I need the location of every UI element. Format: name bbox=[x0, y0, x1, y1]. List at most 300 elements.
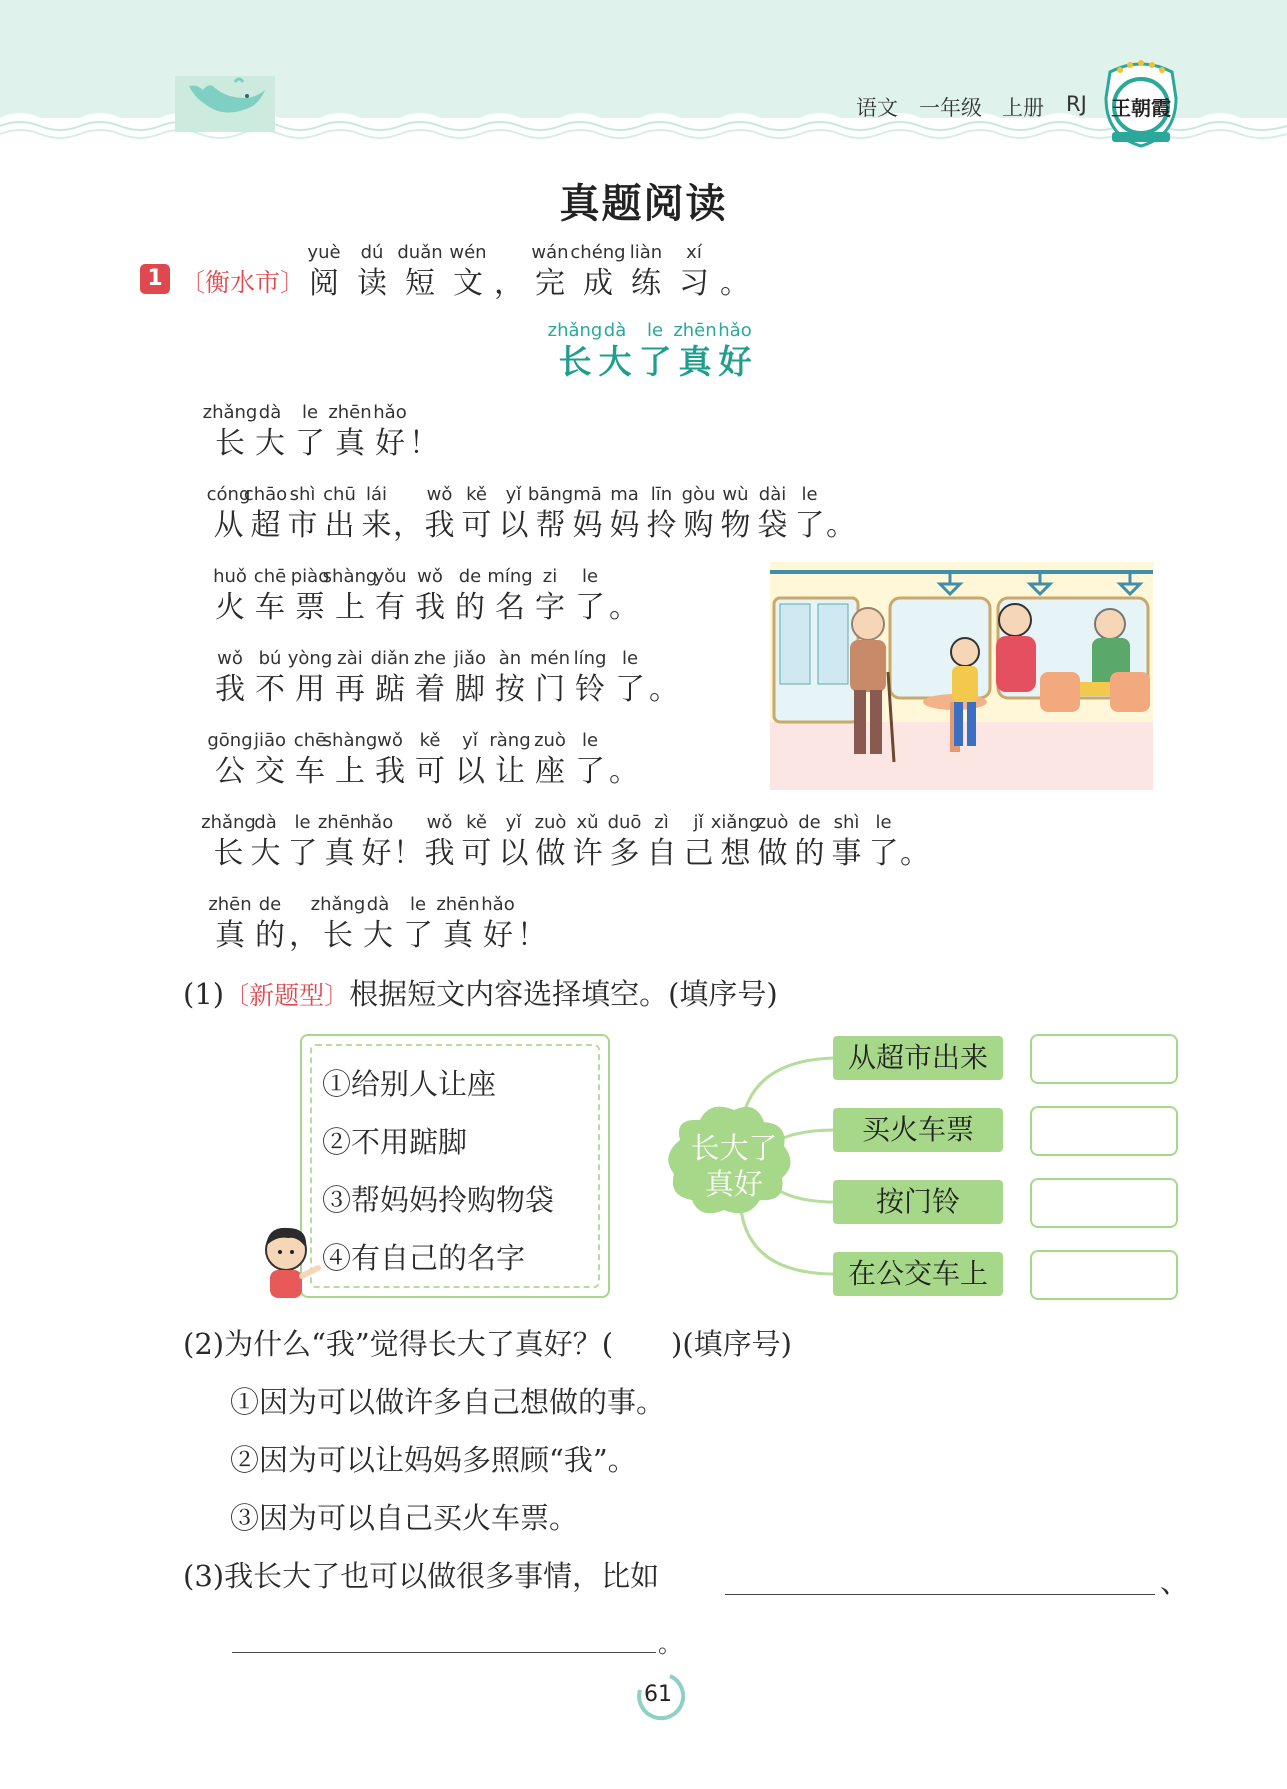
pinyin: liàn bbox=[629, 242, 663, 263]
ruby-cell bbox=[643, 484, 680, 546]
hanzi: 了 bbox=[403, 918, 433, 953]
ruby-cell bbox=[754, 812, 791, 874]
ruby-cell bbox=[527, 484, 574, 546]
hanzi: 有 bbox=[375, 590, 405, 625]
sub-question-3: (3)我长大了也可以做很多事情，比如 bbox=[183, 1559, 660, 1593]
hanzi: 。 bbox=[826, 508, 856, 543]
ruby-cell bbox=[450, 648, 490, 710]
hanzi: 。 bbox=[900, 836, 930, 871]
pinyin: le bbox=[581, 730, 599, 751]
whale-icon bbox=[175, 76, 275, 132]
pinyin: zuò bbox=[534, 730, 566, 751]
question-1-source: 〔衡水市〕 bbox=[180, 268, 306, 297]
ruby-cell bbox=[410, 648, 450, 710]
pinyin: diǎn bbox=[370, 648, 410, 669]
hanzi: 好 bbox=[361, 836, 392, 871]
pinyin: zhēn bbox=[328, 402, 372, 423]
pinyin: shàng bbox=[322, 730, 378, 751]
ruby-cell bbox=[410, 730, 450, 792]
hanzi: 超 bbox=[250, 508, 281, 543]
hanzi: 字 bbox=[535, 590, 565, 625]
hanzi: ！ bbox=[393, 836, 423, 871]
pinyin: le bbox=[294, 812, 311, 833]
hanzi: 大 bbox=[255, 426, 285, 461]
pinyin: gōng bbox=[207, 730, 253, 751]
hanzi: 上 bbox=[335, 754, 365, 789]
answer-line-1[interactable] bbox=[725, 1594, 1155, 1595]
answer-box-3[interactable] bbox=[1030, 1178, 1178, 1228]
hanzi: ！ bbox=[409, 426, 439, 461]
new-type-tag: 〔新题型〕 bbox=[224, 981, 350, 1010]
pinyin: xí bbox=[686, 242, 702, 263]
ruby-cell bbox=[438, 894, 478, 956]
hanzi: 出 bbox=[324, 508, 355, 543]
pinyin: gòu bbox=[681, 484, 716, 505]
pinyin: zuò bbox=[534, 812, 567, 833]
hanzi: 以 bbox=[498, 836, 529, 871]
page-number: 61 bbox=[644, 1682, 672, 1707]
pinyin: míng bbox=[487, 566, 533, 587]
hanzi: 以 bbox=[455, 754, 485, 789]
hanzi: 再 bbox=[335, 672, 365, 707]
pinyin: wù bbox=[722, 484, 749, 505]
ruby-cell bbox=[370, 730, 410, 792]
hanzi: 。 bbox=[720, 266, 750, 301]
header-grade: 一年级 bbox=[919, 96, 982, 120]
ruby-cell bbox=[569, 484, 606, 546]
pinyin: jǐ bbox=[693, 812, 704, 833]
option-3: ③帮妈妈拎购物袋 bbox=[322, 1183, 555, 1217]
pinyin: kě bbox=[419, 730, 441, 751]
hanzi: 物 bbox=[720, 508, 751, 543]
answer-box-2[interactable] bbox=[1030, 1106, 1178, 1156]
pinyin: le bbox=[621, 648, 639, 669]
pinyin: le bbox=[801, 484, 818, 505]
hanzi: 了 bbox=[287, 836, 318, 871]
pinyin: wǒ bbox=[426, 484, 453, 505]
pinyin: piào bbox=[290, 566, 330, 587]
pinyin: zhēn bbox=[317, 812, 362, 833]
ruby-cell bbox=[492, 242, 526, 304]
hanzi: 帮 bbox=[535, 508, 566, 543]
hanzi: 好 bbox=[718, 342, 752, 381]
hanzi: 好 bbox=[375, 426, 405, 461]
ruby-cell bbox=[530, 648, 570, 710]
ruby-cell bbox=[570, 242, 626, 304]
pinyin: cóng bbox=[206, 484, 251, 505]
pinyin: chéng bbox=[570, 242, 626, 263]
ruby-cell bbox=[210, 566, 250, 628]
passage-line-1 bbox=[202, 402, 439, 464]
pinyin: mā bbox=[573, 484, 602, 505]
hanzi: 成 bbox=[583, 266, 613, 301]
ruby-cell bbox=[490, 730, 530, 792]
pinyin: kě bbox=[466, 484, 487, 505]
hanzi: 大 bbox=[250, 836, 281, 871]
ruby-cell bbox=[710, 812, 761, 874]
ruby-cell bbox=[635, 320, 675, 382]
pinyin: duō bbox=[607, 812, 642, 833]
hanzi: 可 bbox=[461, 836, 492, 871]
header-volume: 上册 bbox=[1002, 96, 1044, 120]
ruby-cell bbox=[478, 894, 518, 956]
header-edition: RJ bbox=[1066, 92, 1087, 116]
pinyin: zhǎng bbox=[547, 320, 603, 341]
hanzi: 车 bbox=[255, 590, 285, 625]
ruby-cell bbox=[530, 566, 570, 628]
ruby-cell bbox=[828, 812, 865, 874]
hanzi: 。 bbox=[649, 672, 679, 707]
pinyin: xiǎng bbox=[710, 812, 761, 833]
pinyin: líng bbox=[573, 648, 607, 669]
hanzi: 练 bbox=[631, 266, 661, 301]
ruby-cell bbox=[348, 242, 396, 304]
ruby-cell bbox=[791, 812, 828, 874]
pinyin: ma bbox=[610, 484, 639, 505]
pinyin: xǔ bbox=[576, 812, 599, 833]
hanzi: 自 bbox=[646, 836, 677, 871]
pinyin: hǎo bbox=[718, 320, 752, 341]
hanzi: 拎 bbox=[646, 508, 677, 543]
pinyin: le bbox=[875, 812, 892, 833]
hanzi: 座 bbox=[535, 754, 565, 789]
ruby-cell bbox=[622, 242, 670, 304]
hanzi: 妈 bbox=[572, 508, 603, 543]
hanzi: 我 bbox=[424, 836, 455, 871]
ruby-cell bbox=[300, 242, 348, 304]
hanzi: 了 bbox=[615, 672, 645, 707]
pinyin: wǒ bbox=[426, 812, 453, 833]
hanzi: 我 bbox=[215, 672, 245, 707]
hanzi: 票 bbox=[295, 590, 325, 625]
pinyin: le bbox=[646, 320, 664, 341]
ruby-cell bbox=[458, 484, 495, 546]
pinyin: dà bbox=[366, 894, 390, 915]
page-title: 真题阅读 bbox=[559, 181, 728, 227]
ruby-cell bbox=[290, 402, 330, 464]
hanzi: 我 bbox=[424, 508, 455, 543]
ruby-cell bbox=[310, 894, 366, 956]
pinyin: hǎo bbox=[359, 812, 394, 833]
hanzi: 我 bbox=[415, 590, 445, 625]
hanzi: 己 bbox=[683, 836, 714, 871]
ruby-cell bbox=[250, 894, 290, 956]
hanzi: 真 bbox=[324, 836, 355, 871]
ruby-cell bbox=[210, 648, 250, 710]
ruby-cell bbox=[250, 648, 290, 710]
hanzi: 长 bbox=[558, 342, 592, 381]
hanzi: 长 bbox=[215, 426, 245, 461]
ruby-cell bbox=[643, 812, 680, 874]
hanzi: 车 bbox=[295, 754, 325, 789]
pinyin: jiǎo bbox=[453, 648, 487, 669]
pinyin: de bbox=[258, 894, 282, 915]
hanzi: 了 bbox=[638, 342, 672, 381]
pinyin: mén bbox=[529, 648, 571, 669]
hanzi: 公 bbox=[215, 754, 245, 789]
ruby-cell bbox=[250, 402, 290, 464]
question-1-instruction bbox=[300, 242, 752, 304]
pinyin: kě bbox=[466, 812, 487, 833]
pinyin: dà bbox=[603, 320, 627, 341]
pinyin: zì bbox=[654, 812, 669, 833]
answer-box-1[interactable] bbox=[1030, 1034, 1178, 1084]
mindmap-center: 长大了 真好 bbox=[690, 1131, 778, 1201]
option-2: ②不用踮脚 bbox=[322, 1125, 468, 1159]
hanzi: 可 bbox=[461, 508, 492, 543]
pinyin: le bbox=[301, 402, 319, 423]
pinyin: līn bbox=[650, 484, 673, 505]
pinyin: le bbox=[581, 566, 599, 587]
pinyin: zhe bbox=[414, 648, 446, 669]
ruby-cell bbox=[718, 242, 752, 304]
hanzi: 大 bbox=[363, 918, 393, 953]
hanzi: 真 bbox=[678, 342, 712, 381]
ruby-cell bbox=[370, 566, 410, 628]
sub2-option-2: ②因为可以让妈妈多照顾“我”。 bbox=[230, 1443, 637, 1477]
hanzi: 了 bbox=[868, 836, 899, 871]
hanzi: 铃 bbox=[575, 672, 605, 707]
sub-question-2: (2)为什么“我”觉得长大了真好？( )(填序号) bbox=[183, 1327, 792, 1361]
hanzi: ！ bbox=[517, 918, 547, 953]
hanzi: ， bbox=[393, 508, 423, 543]
pinyin: wǒ bbox=[217, 648, 243, 669]
ruby-cell bbox=[410, 566, 450, 628]
hanzi: 真 bbox=[335, 426, 365, 461]
ruby-cell bbox=[670, 242, 718, 304]
pinyin: zhēn bbox=[436, 894, 480, 915]
hanzi: 妈 bbox=[609, 508, 640, 543]
ruby-cell bbox=[330, 402, 370, 464]
options-box bbox=[300, 1034, 610, 1298]
hanzi: 许 bbox=[572, 836, 603, 871]
hanzi: 完 bbox=[535, 266, 565, 301]
pinyin: le bbox=[409, 894, 427, 915]
ruby-cell bbox=[396, 242, 444, 304]
hanzi: 长 bbox=[323, 918, 353, 953]
ruby-cell bbox=[610, 566, 638, 628]
pinyin: zhǎng bbox=[310, 894, 366, 915]
hanzi: 了 bbox=[794, 508, 825, 543]
ruby-cell bbox=[828, 484, 854, 546]
ruby-cell bbox=[201, 812, 256, 874]
pinyin: yǐ bbox=[505, 812, 522, 833]
ruby-cell bbox=[754, 484, 791, 546]
hanzi: 了 bbox=[575, 590, 605, 625]
passage-line-4 bbox=[210, 648, 678, 710]
mindmap-node-1: 从超市出来 bbox=[833, 1036, 1003, 1080]
ruby-cell bbox=[495, 484, 532, 546]
ruby-cell bbox=[570, 566, 610, 628]
hanzi: 大 bbox=[598, 342, 632, 381]
ruby-cell bbox=[490, 648, 530, 710]
sub2-option-3: ③因为可以自己买火车票。 bbox=[230, 1501, 579, 1535]
mindmap-node-4: 在公交车上 bbox=[833, 1252, 1003, 1296]
hanzi: 做 bbox=[757, 836, 788, 871]
pinyin: chē bbox=[293, 730, 327, 751]
ruby-cell bbox=[715, 320, 755, 382]
hanzi: 袋 bbox=[757, 508, 788, 543]
ruby-cell bbox=[680, 484, 717, 546]
ruby-cell bbox=[421, 812, 458, 874]
ruby-cell bbox=[370, 402, 410, 464]
pinyin: jiāo bbox=[253, 730, 287, 751]
ruby-cell bbox=[610, 730, 638, 792]
pinyin: yǒu bbox=[373, 566, 407, 587]
hanzi: 火 bbox=[215, 590, 245, 625]
ruby-cell bbox=[450, 566, 490, 628]
pinyin: hǎo bbox=[373, 402, 407, 423]
hanzi: 以 bbox=[498, 508, 529, 543]
pinyin: de bbox=[798, 812, 821, 833]
hanzi: 文 bbox=[453, 266, 483, 301]
ruby-cell bbox=[595, 320, 635, 382]
pinyin: zhēn bbox=[208, 894, 252, 915]
header-subject: 语文 bbox=[856, 96, 898, 120]
sub-question-1: (1)〔新题型〕根据短文内容选择填空。(填序号) bbox=[183, 977, 778, 1011]
pinyin: shàng bbox=[322, 566, 378, 587]
ruby-cell bbox=[495, 812, 532, 874]
ruby-cell bbox=[395, 812, 421, 874]
pinyin: yǐ bbox=[505, 484, 522, 505]
hanzi: 的 bbox=[455, 590, 485, 625]
option-1: ①给别人让座 bbox=[322, 1067, 497, 1101]
ruby-cell bbox=[395, 484, 421, 546]
passage-line-3 bbox=[210, 566, 638, 628]
ruby-cell bbox=[791, 484, 828, 546]
answer-box-4[interactable] bbox=[1030, 1250, 1178, 1300]
ruby-cell bbox=[450, 730, 490, 792]
hanzi: 踮 bbox=[375, 672, 405, 707]
hanzi: 做 bbox=[535, 836, 566, 871]
ruby-cell bbox=[284, 484, 321, 546]
pinyin: wén bbox=[449, 242, 487, 263]
hanzi: ， bbox=[289, 918, 319, 953]
brand-logo bbox=[1100, 58, 1182, 148]
pinyin: wán bbox=[531, 242, 569, 263]
ruby-cell bbox=[518, 894, 546, 956]
logo-text: 王朝霞 bbox=[1111, 96, 1171, 120]
pinyin: zhǎng bbox=[202, 402, 258, 423]
ruby-cell bbox=[526, 242, 574, 304]
sub2-option-1: ①因为可以做许多自己想做的事。 bbox=[230, 1385, 666, 1419]
pinyin: zài bbox=[337, 648, 363, 669]
passage-line-5 bbox=[207, 730, 639, 792]
passage-line-7 bbox=[210, 894, 546, 956]
ruby-cell bbox=[250, 730, 290, 792]
ruby-cell bbox=[717, 484, 754, 546]
pinyin: dài bbox=[758, 484, 787, 505]
pinyin: chāo bbox=[243, 484, 288, 505]
hanzi: 不 bbox=[255, 672, 285, 707]
hanzi: 交 bbox=[255, 754, 285, 789]
pinyin: yuè bbox=[307, 242, 341, 263]
pinyin: chē bbox=[253, 566, 287, 587]
hanzi: 名 bbox=[495, 590, 525, 625]
pinyin: yǐ bbox=[462, 730, 478, 751]
ruby-cell bbox=[532, 812, 569, 874]
child-mascot-icon bbox=[258, 1224, 324, 1300]
pinyin: zhǎng bbox=[201, 812, 256, 833]
hanzi: 用 bbox=[295, 672, 325, 707]
sub3-end-mark: 。 bbox=[658, 1630, 682, 1658]
ruby-cell bbox=[570, 648, 610, 710]
hanzi: 短 bbox=[405, 266, 435, 301]
pinyin: de bbox=[458, 566, 482, 587]
hanzi: 了 bbox=[295, 426, 325, 461]
hanzi: 我 bbox=[375, 754, 405, 789]
ruby-cell bbox=[487, 566, 533, 628]
ruby-cell bbox=[650, 648, 678, 710]
mindmap-node-3: 按门铃 bbox=[833, 1180, 1003, 1224]
hanzi: 好 bbox=[483, 918, 513, 953]
ruby-cell bbox=[902, 812, 928, 874]
ruby-cell bbox=[444, 242, 492, 304]
hanzi: 的 bbox=[255, 918, 285, 953]
option-4: ④有自己的名字 bbox=[322, 1241, 526, 1275]
passage-line-6 bbox=[201, 812, 930, 874]
ruby-cell bbox=[398, 894, 438, 956]
ruby-cell bbox=[287, 648, 333, 710]
pinyin: bú bbox=[258, 648, 282, 669]
pinyin: dú bbox=[360, 242, 384, 263]
hanzi: 从 bbox=[213, 508, 244, 543]
hanzi: 真 bbox=[443, 918, 473, 953]
ruby-cell bbox=[322, 730, 378, 792]
ruby-cell bbox=[322, 566, 378, 628]
hanzi: 门 bbox=[535, 672, 565, 707]
hanzi: 事 bbox=[831, 836, 862, 871]
pinyin: huǒ bbox=[213, 566, 247, 587]
ruby-cell bbox=[284, 812, 321, 874]
pinyin: àn bbox=[498, 648, 522, 669]
ruby-cell bbox=[675, 320, 715, 382]
ruby-cell bbox=[321, 484, 358, 546]
ruby-cell bbox=[370, 648, 410, 710]
hanzi: 长 bbox=[213, 836, 244, 871]
answer-line-2[interactable] bbox=[232, 1652, 656, 1653]
pinyin: wǒ bbox=[417, 566, 443, 587]
ruby-cell bbox=[421, 484, 458, 546]
pinyin: ràng bbox=[489, 730, 531, 751]
ruby-cell bbox=[606, 812, 643, 874]
hanzi: 让 bbox=[495, 754, 525, 789]
pinyin: shì bbox=[833, 812, 860, 833]
ruby-cell bbox=[330, 648, 370, 710]
hanzi: 了 bbox=[575, 754, 605, 789]
ruby-cell bbox=[610, 648, 650, 710]
pinyin: lái bbox=[365, 484, 388, 505]
hanzi: 读 bbox=[357, 266, 387, 301]
ruby-cell bbox=[243, 484, 288, 546]
pinyin: dà bbox=[258, 402, 282, 423]
hanzi: 的 bbox=[794, 836, 825, 871]
pinyin: zuò bbox=[756, 812, 789, 833]
hanzi: 习 bbox=[679, 266, 709, 301]
passage-title bbox=[547, 320, 755, 382]
pinyin: zhēn bbox=[673, 320, 717, 341]
hanzi: 。 bbox=[609, 590, 639, 625]
ruby-cell bbox=[206, 484, 251, 546]
hanzi: 想 bbox=[720, 836, 751, 871]
ruby-cell bbox=[317, 812, 362, 874]
ruby-cell bbox=[569, 812, 606, 874]
ruby-cell bbox=[207, 730, 253, 792]
mindmap-node-2: 买火车票 bbox=[833, 1108, 1003, 1152]
pinyin: wǒ bbox=[377, 730, 403, 751]
pinyin: duǎn bbox=[397, 242, 443, 263]
pinyin: yòng bbox=[287, 648, 333, 669]
